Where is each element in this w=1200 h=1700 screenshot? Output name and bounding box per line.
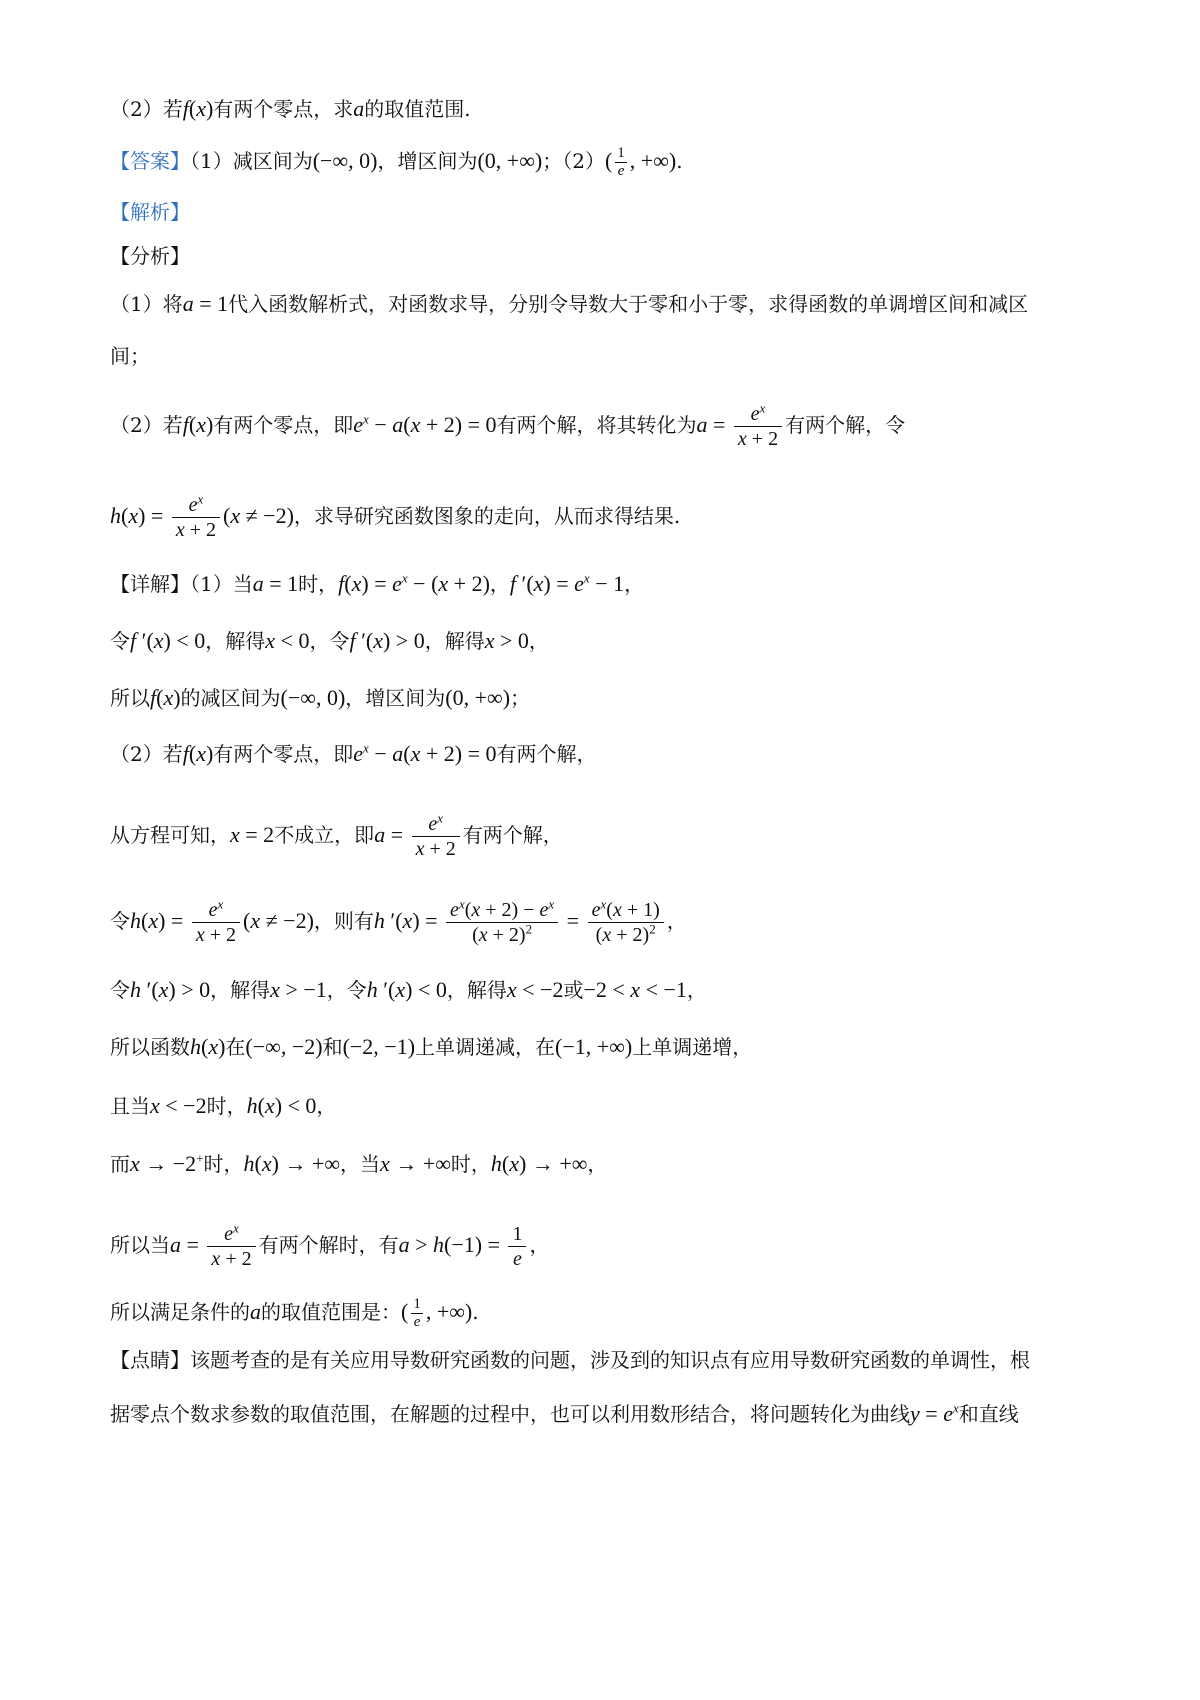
dianjing-2: 据零点个数求参数的取值范围，在解题的过程中，也可以利用数形结合，将问题转化为曲线$y = e^x$和直线 [110, 1400, 1019, 1426]
detail-3: 所以f(x)的减区间为(−∞, 0)，增区间为(0, +∞)； [110, 685, 531, 710]
detail-2: 令f ′(x) < 0，解得x < 0，令f ′(x) > 0，解得x > 0， [110, 628, 549, 653]
detail-11: 所以当a = $\frac{e^x}{x + 2}$ 有两个解时，有a > h(−1) = $\frac{1}{e}$ ， [110, 1220, 550, 1270]
fenxi-1b: 间； [110, 344, 150, 368]
dianjing-1: 【点睛】该题考查的是有关应用导数研究函数的问题，涉及到的知识点有应用导数研究函数的单调性，根 [110, 1348, 1030, 1372]
detail-10: 而x → −2+时，h(x) → +∞，当x → +∞时，h(x) → +∞， [110, 1150, 608, 1176]
detail-1: 【详解】（1）当a = 1时，$f(x) = e^x - (x + 2)$，f $'(x) = e^x - 1$， [110, 570, 645, 596]
detail-6: 令h(x) = $\frac{e^x}{x + 2}$ (x ≠ −2)，则有h ′(x) = $\frac{e^x(x + 2) - e^x}{(x + 2)^2}$ = $\frac{e^x(x + 1)}{(x + 2)^2}$ ， [110, 896, 687, 946]
analysis-tag: 【解析】 [110, 200, 190, 224]
detail-9: 且当x < −2时，h(x) < 0， [110, 1093, 337, 1118]
question-2: （2）若f(x)有两个零点，求a的取值范围. [110, 96, 471, 121]
answer-tag: 【答案】 [110, 149, 190, 173]
detail-8: 所以函数h(x)在(−∞, −2)和(−2, −1)上单调递减，在(−1, +∞)上单调递增， [110, 1034, 753, 1059]
detail-7: 令h ′(x) > 0，解得x > −1，令h ′(x) < 0，解得x < −2或−2 < x < −1， [110, 977, 707, 1002]
fenxi-3: h(x) = $\frac{e^x}{x + 2}$ (x ≠ −2)，求导研究函数图象的走向，从而求得结果. [110, 491, 681, 541]
fenxi-1: （1）将a = 1代入函数解析式，对函数求导，分别令导数大于零和小于零，求得函数的单调增区间和减区 [110, 291, 1029, 316]
answer-line: 【答案】（1）减区间为(−∞, 0)，增区间为(0, +∞)；（2）( $\frac{1}{e}$ , +∞). [110, 145, 683, 179]
fenxi-tag: 【分析】 [110, 244, 190, 268]
detail-4: （2）若f(x)有两个零点，即$e^x - a(x + 2) = 0$有两个解， [110, 740, 597, 766]
fenxi-2: （2）若f(x)有两个零点，即$e^x - a(x + 2) = 0$有两个解，将其转化为a = $\frac{e^x}{x + 2}$ 有两个解，令 [110, 400, 906, 450]
detail-12: 所以满足条件的a的取值范围是：( $\frac{1}{e}$ , +∞). [110, 1296, 479, 1330]
detail-5: 从方程可知，x = 2不成立，即a = $\frac{e^x}{x + 2}$ 有两个解， [110, 810, 563, 860]
